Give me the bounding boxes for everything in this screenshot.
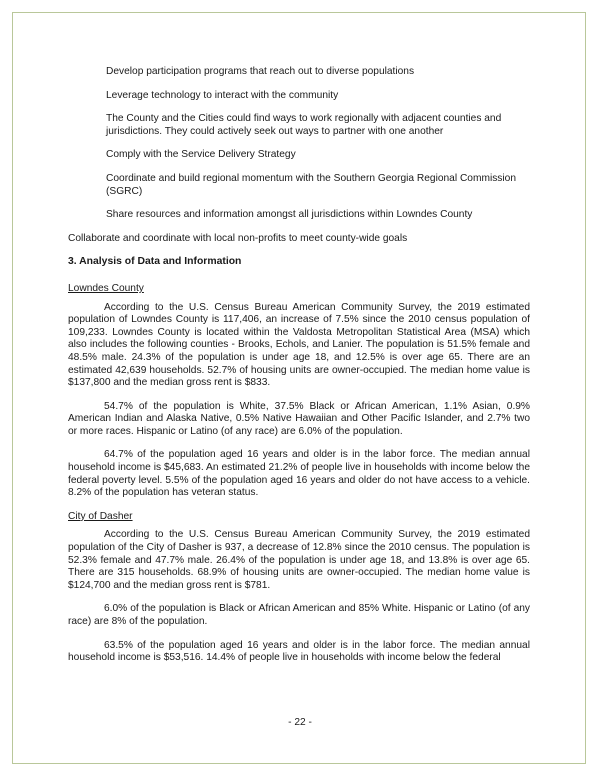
lowndes-county-heading: Lowndes County xyxy=(68,282,144,294)
lowndes-paragraph: 64.7% of the population aged 16 years and older is in the labor force. The median annual household income is $45,683. An estimated 21.2% of people live in households with income below the federal poverty level. 5.5% of the population aged 16 years and older do not have access to a vehicle. 8.2% of the population has veteran status. xyxy=(68,449,530,499)
lowndes-paragraph: According to the U.S. Census Bureau American Community Survey, the 2019 estimated population of Lowndes County is 117,406, an increase of 7.5% since the 2010 census population of 109,233. Lowndes County is located within the Valdosta Metropolitan Statistical Area (MSA) which also includes the following counties - Brooks, Echols, and Lanier. The population is 51.5% female and 48.5% male. 24.3% of the population is under age 18, and 12.5% is over age 65. There are an estimated 42,639 households. 52.7% of housing units are owner-occupied. The median home value is $137,800 and the median gross rent is $833. xyxy=(68,301,530,389)
list-item: Coordinate and build regional momentum with the Southern Georgia Regional Commission (SGRC) xyxy=(106,172,516,197)
dasher-paragraph: 63.5% of the population aged 16 years and older is in the labor force. The median annual household income is $53,516. 14.4% of people live in households with income below the federal xyxy=(68,639,530,664)
list-item: Develop participation programs that reach out to diverse populations xyxy=(106,66,415,77)
dasher-paragraph: 6.0% of the population is Black or African American and 85% White. Hispanic or Latino (of any race) are 8% of the population. xyxy=(68,603,530,627)
list-item: Share resources and information amongst all jurisdictions within Lowndes County xyxy=(106,209,473,221)
page-number: - 22 - xyxy=(288,717,312,728)
document-body xyxy=(68,66,530,676)
collaborate-line: Collaborate and coordinate with local non-profits to meet county-wide goals xyxy=(68,232,408,244)
lowndes-paragraph: 54.7% of the population is White, 37.5% Black or African American, 1.1% Asian, 0.9% American Indian and Alaska Native, 0.5% Native Hawaiian and Other Pacific Islander, and 2.7% two or more races. Hispanic or Latino (of any race) are 6.0% of the population. xyxy=(68,400,530,437)
section-heading: 3. Analysis of Data and Information xyxy=(68,256,242,268)
dasher-paragraph: According to the U.S. Census Bureau American Community Survey, the 2019 estimated population of the City of Dasher is 937, a decrease of 12.8% since the 2010 census. The population is 52.3% female and 47.7% male. 26.4% of the population is under age 18, and 13.8% is over age 65. There are 315 households. 68.9% of housing units are owner-occupied. The median home value is $124,700 and the median gross rent is $781. xyxy=(68,529,530,591)
list-item: The County and the Cities could find ways to work regionally with adjacent counties and jurisdictions. They could actively seek out ways to partner with one another xyxy=(106,113,502,137)
list-item: Leverage technology to interact with the community xyxy=(106,89,339,101)
list-item: Comply with the Service Delivery Strategy xyxy=(106,149,296,161)
city-of-dasher-heading: City of Dasher xyxy=(68,510,133,522)
